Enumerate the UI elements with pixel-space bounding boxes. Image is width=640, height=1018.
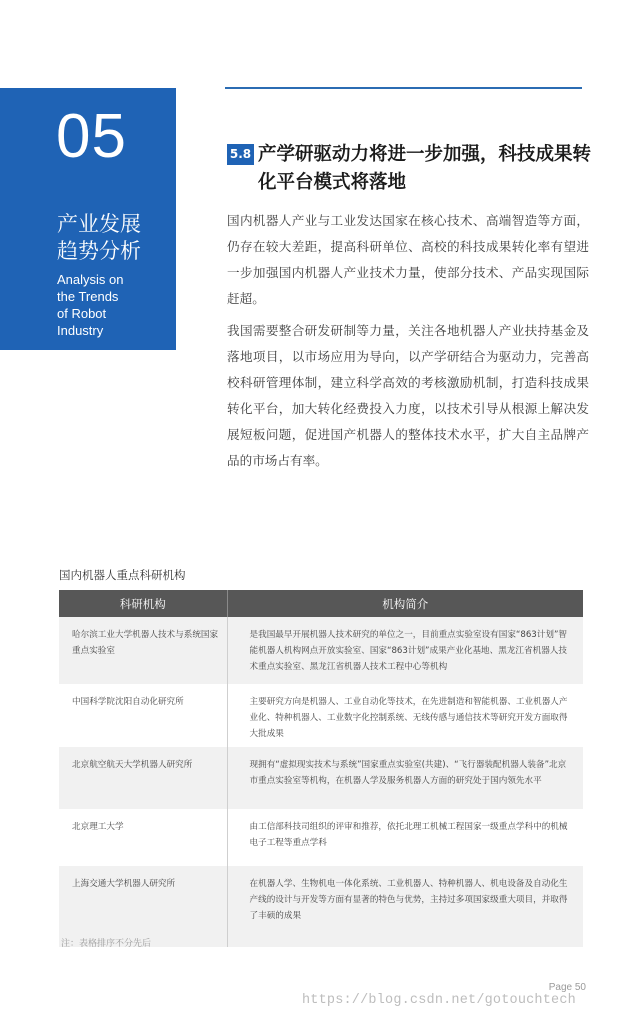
table-row [59,866,583,947]
institution-description: 由工信部科技司组织的评审和推荐，依托北理工机械工程国家一级重点学科中的机械电子工程等重点学科 [227,809,583,866]
institution-name: 哈尔滨工业大学机器人技术与系统国家重点实验室 [59,617,227,684]
chapter-title-en-line: Analysis on [57,272,124,287]
institution-description: 是我国最早开展机器人技术研究的单位之一，目前重点实验室设有国家“863计划”智能机器人机构网点开放实验室、国家“863计划”成果产业化基地、黑龙江省机器人技术重点实验室、黑龙江省机器人技术工程中心等机构 [227,617,583,684]
institution-name: 上海交通大学机器人研究所 [59,866,227,947]
table-header-row [59,590,583,617]
table-note: 注：表格排序不分先后 [61,939,152,949]
table-row [59,617,583,684]
institution-description: 在机器人学、生物机电一体化系统、工业机器人、特种机器人、机电设备及自动化生产线的设计与开发等方面有显著的特色与优势，主持过多项国家级重大项目，并取得了丰硕的成果 [227,866,583,947]
body-paragraph: 我国需要整合研发研制等力量，关注各地机器人产业扶持基金及落地项目，以市场应用为导向，以产学研结合为驱动力，完善高校科研管理体制，建立科学高效的考核激励机制，打造科技成果转化平台，加大转化经费投入力度，以技术引导从根源上解决发展短板问题，促进国产机器人的整体技术水平，扩大自主品牌产品的市场占有率。 [227,323,589,468]
chapter-title-en [57,271,123,339]
watermark: https://blog.csdn.net/gotouchtech [302,993,576,1008]
column-header: 机构简介 [227,590,583,617]
institution-name: 北京理工大学 [59,809,227,866]
table-row [59,684,583,747]
table-row [59,747,583,809]
top-rule [225,87,582,89]
chapter-title-cn-line: 趋势分析 [57,239,141,263]
chapter-title-en-line: the Trends [57,289,119,304]
chapter-title-en-line: Industry [57,323,104,338]
chapter-block [0,88,176,350]
chapter-title-cn [57,211,141,265]
table-row [59,809,583,866]
institutions-table [59,590,583,947]
institution-description: 主要研究方向是机器人、工业自动化等技术，在先进制造和智能机器、工业机器人产业化、特种机器人、工业数字化控制系统、无线传感与通信技术等研究开发方面取得大批成果 [227,684,583,747]
chapter-title-cn-line: 产业发展 [57,212,141,236]
institution-name: 中国科学院沈阳自动化研究所 [59,684,227,747]
table-title: 国内机器人重点科研机构 [59,568,186,582]
page-number: Page 50 [548,982,586,993]
body-paragraph: 国内机器人产业与工业发达国家在核心技术、高端智造等方面，仍存在较大差距，提高科研单位、高校的科技成果转化率有望进一步加强国内机器人产业技术力量，使部分技术、产品实现国际赶超。 [227,213,589,306]
column-header: 科研机构 [59,590,227,617]
institution-name: 北京航空航天大学机器人研究所 [59,747,227,809]
institution-description: 现拥有“虚拟现实技术与系统”国家重点实验室(共建)、“飞行器装配机器人装备”北京市重点实验室等机构，在机器人学及服务机器人方面的研究处于国内领先水平 [227,747,583,809]
chapter-title-en-line: of Robot [57,306,107,321]
section-title: 产学研驱动力将进一步加强，科技成果转化平台模式将落地 [258,144,592,193]
section-number: 5.8 [227,144,254,165]
chapter-number: 05 [56,102,127,171]
